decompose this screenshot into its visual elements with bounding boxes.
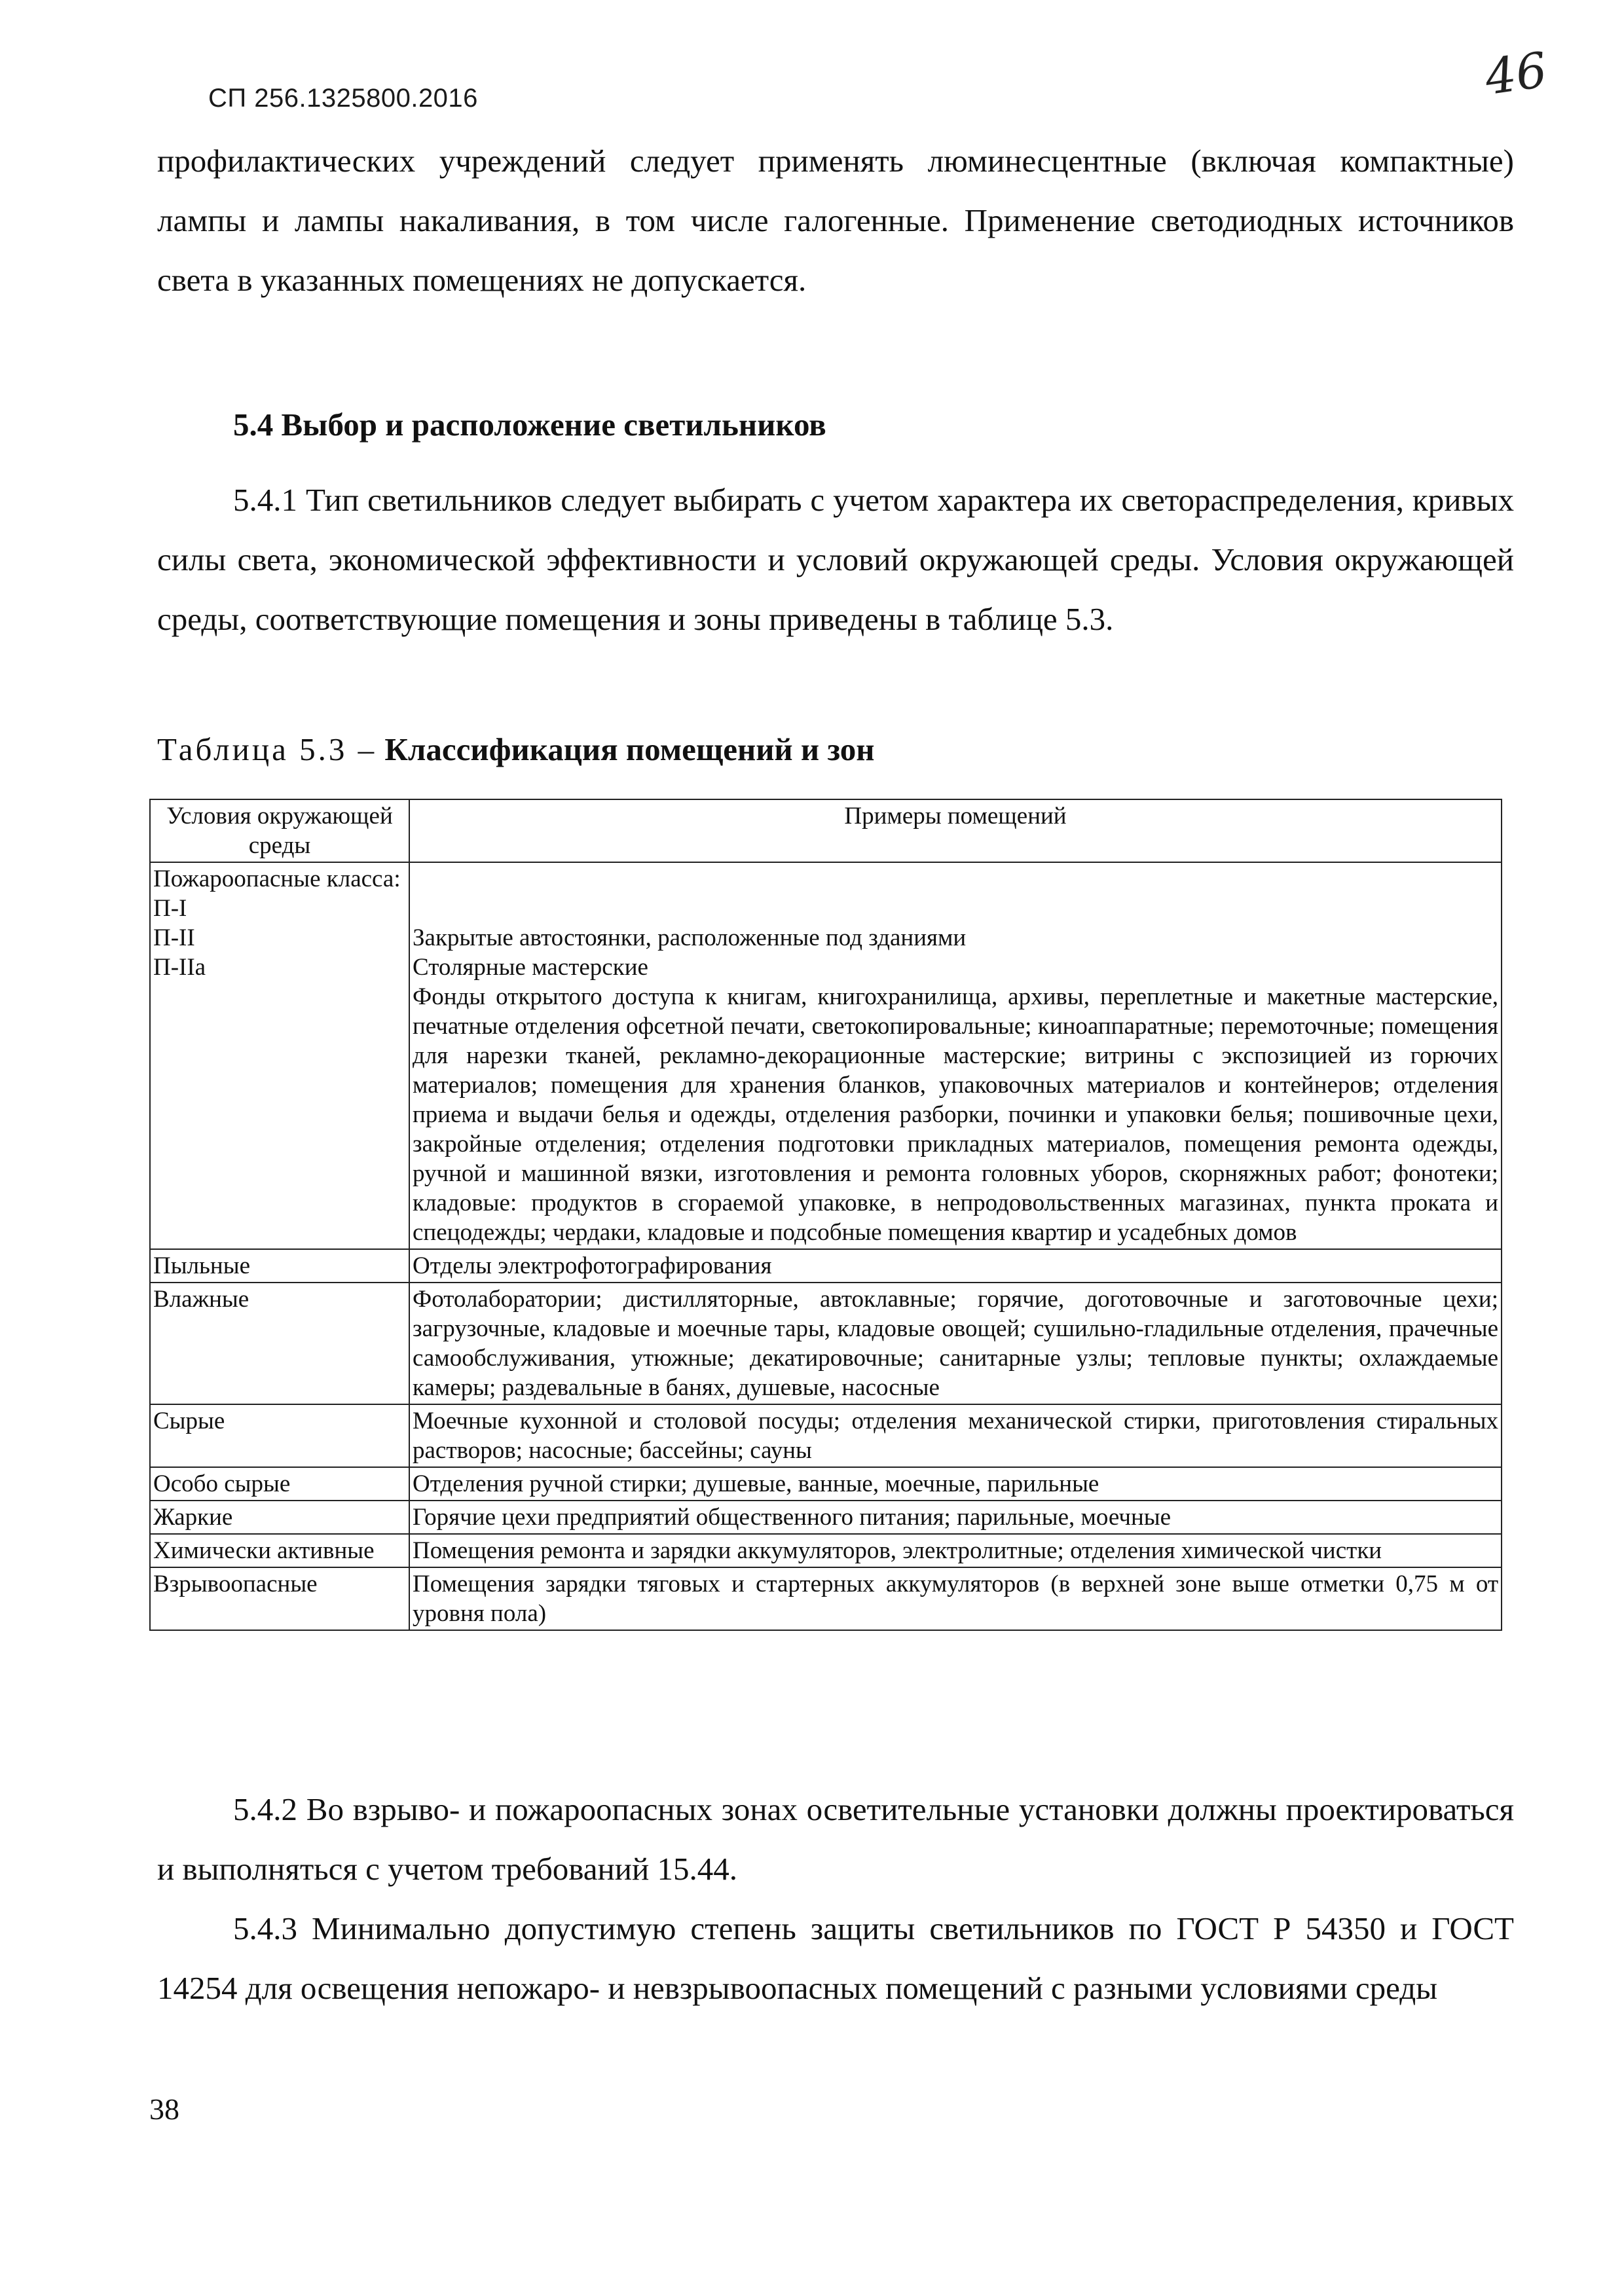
table-row xyxy=(150,1567,1502,1630)
class-p1-examples: Закрытые автостоянки, расположенные под зданиями xyxy=(413,924,967,951)
table-row xyxy=(150,1501,1502,1534)
condition-cell: Сырые xyxy=(150,1404,409,1467)
table-header-conditions: Условия окружающей среды xyxy=(150,799,409,862)
table-row xyxy=(150,1404,1502,1467)
class-p2-examples: Столярные мастерские xyxy=(413,954,648,981)
examples-cell: Горячие цехи предприятий общественного питания; парильные, моечные xyxy=(409,1501,1502,1534)
table-row xyxy=(150,1283,1502,1404)
table-row xyxy=(150,1249,1502,1283)
examples-cell: Моечные кухонной и столовой посуды; отделения механической стирки, приготовления стиральных растворов; насосные; бассейны; сауны xyxy=(409,1404,1502,1467)
classification-table xyxy=(149,799,1502,1631)
condition-cell: Химически активные xyxy=(150,1534,409,1567)
document-header-code: СП 256.1325800.2016 xyxy=(208,84,478,113)
examples-cell: Фотолаборатории; дистилляторные, автоклавные; горячие, доготовочные и заготовочные цехи; загрузочные, кладовые и моечные тары, кладовые овощей; сушильно-гладильные отделения, прачечные самообслуживания, утюжные; декатировочные; санитарные узлы; тепловые пункты; охлаждаемые камеры; раздевальные в банях, душевые, насосные xyxy=(409,1283,1502,1404)
paragraph-5-4-3: 5.4.3 Минимально допустимую степень защиты светильников по ГОСТ Р 54350 и ГОСТ 14254 для освещения непожаро- и невзрывоопасных помещений с разными условиями среды xyxy=(157,1910,1514,2006)
table-caption-title: Классификация помещений и зон xyxy=(384,731,875,767)
table-row xyxy=(150,1534,1502,1567)
table-header-row xyxy=(150,799,1502,862)
fire-hazard-group-label: Пожароопасные класса: xyxy=(153,866,401,892)
paragraph-5-4-2: 5.4.2 Во взрыво- и пожароопасных зонах осветительные установки должны проектироваться и выполняться с учетом требований 15.44. xyxy=(157,1791,1514,1887)
condition-cell: Жаркие xyxy=(150,1501,409,1534)
intro-paragraph: профилактических учреждений следует применять люминесцентные (включая компактные) лампы и лампы накаливания, в том числе галогенные. Применение светодиодных источников света в указанных помещениях не допускается. xyxy=(157,143,1514,298)
condition-cell: Пыльные xyxy=(150,1249,409,1283)
examples-cell: Помещения зарядки тяговых и стартерных аккумуляторов (в верхней зоне выше отметки 0,75 м от уровня пола) xyxy=(409,1567,1502,1630)
section-heading: 5.4 Выбор и расположение светильников xyxy=(233,407,826,443)
class-p2-label: П-II xyxy=(153,924,195,951)
examples-cell: Помещения ремонта и зарядки аккумуляторов, электролитные; отделения химической чистки xyxy=(409,1534,1502,1567)
class-p2a-examples: Фонды открытого доступа к книгам, книгохранилища, архивы, переплетные и макетные мастерские, печатные отделения офсетной печати, светокопировальные; киноаппаратные; перемоточные; помещения для нарезки тканей, рекламно-декорационные мастерские; витрины с экспозицией из горючих материалов; помещения для хранения бланков, упаковочных материалов и контейнеров; отделения приема и выдачи белья и одежды, отделения разборки, починки и упаковки белья; пошивочные цехи, закройные отделения; отделения подготовки прикладных материалов, помещения ремонта одежды, ручной и машинной вязки, изготовления и ремонта головных уборов, скорняжных работ; фонотеки; кладовые: продуктов в сгораемой упаковке, в непродовольственных магазинах, пункта проката и спецодежды; чердаки, кладовые и подсобные помещения квартир и усадебных домов xyxy=(413,983,1498,1246)
table-caption-label: Таблица 5.3 – xyxy=(157,731,377,767)
paragraph-5-4-1: 5.4.1 Тип светильников следует выбирать с учетом характера их светораспределения, кривых силы света, экономической эффективности и условий окружающей среды. Условия окружающей среды, соответствующие помещения и зоны приведены в таблице 5.3. xyxy=(157,482,1514,637)
fire-hazard-classes-cell xyxy=(150,862,409,1249)
condition-cell: Влажные xyxy=(150,1283,409,1404)
table-header-examples: Примеры помещений xyxy=(409,799,1502,862)
table-row-fire-hazard xyxy=(150,862,1502,1249)
fire-hazard-examples-cell xyxy=(409,862,1502,1249)
examples-cell: Отделы электрофотографирования xyxy=(409,1249,1502,1283)
table-row xyxy=(150,1467,1502,1501)
examples-cell: Отделения ручной стирки; душевые, ванные, моечные, парильные xyxy=(409,1467,1502,1501)
class-p2a-label: П-IIа xyxy=(153,954,206,981)
class-p1-label: П-I xyxy=(153,895,187,922)
table-caption xyxy=(157,731,875,768)
page-number: 38 xyxy=(149,2092,179,2126)
condition-cell: Взрывоопасные xyxy=(150,1567,409,1630)
condition-cell: Особо сырые xyxy=(150,1467,409,1501)
handwritten-page-mark: 46 xyxy=(1481,41,1551,107)
